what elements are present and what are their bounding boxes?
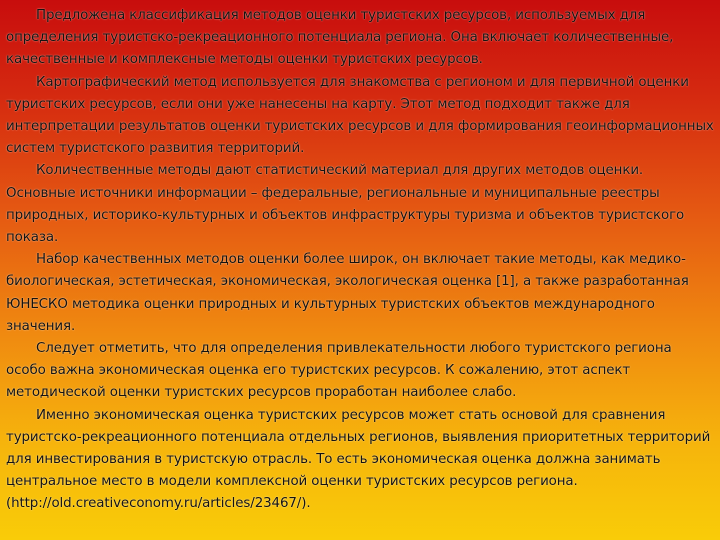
paragraph-qualitative-methods: Набор качественных методов оценки более широк, он включает такие методы, как медико-биологическая, эстетическая, экономическая, экологическая оценка [1], а также разработанная ЮНЕСКО методика оценки природных и культурных туристских объектов международного значения. [6,252,689,334]
source-link: (http://old.creativeconomy.ru/articles/23467/). [6,496,311,512]
paragraph-classification: Предложена классификация методов оценки туристских ресурсов, используемых для определения туристско-рекреационного потенциала региона. Она включает количественные, качественные и комплексные методы оценки туристских ресурсов. [6,8,674,68]
paragraph-quantitative-methods: Количественные методы дают статистический материал для других методов оценки. Основные источники информации – федеральные, региональные и муниципальные реестры природных, историко-культурных и объектов инфраструктуры туризма и объектов туристского показа. [6,163,685,246]
paragraph-economic-basis: Именно экономическая оценка туристских ресурсов может стать основой для сравнения туристско-рекреационного потенциала отдельных регионов, выявления приоритетных территорий для инвестирования в туристскую отрасль. То есть экономическая оценка должна занимать центральное место в модели комплексной оценки туристских ресурсов региона. [6,407,711,490]
paragraph-cartographic-method: Картографический метод используется для знакомства с регионом и для первичной оценки туристских ресурсов, если они уже нанесены на карту. Этот метод подходит также для интерпретации результатов оценки туристских ресурсов и для формирования геоинформационных систем туристского развития территорий. [6,74,714,157]
paragraph-economic-evaluation: Следует отметить, что для определения привлекательности любого туристского региона особо важна экономическая оценка его туристских ресурсов. К сожалению, этот аспект методической оценки туристских ресурсов проработан наиболее слабо. [6,341,672,401]
